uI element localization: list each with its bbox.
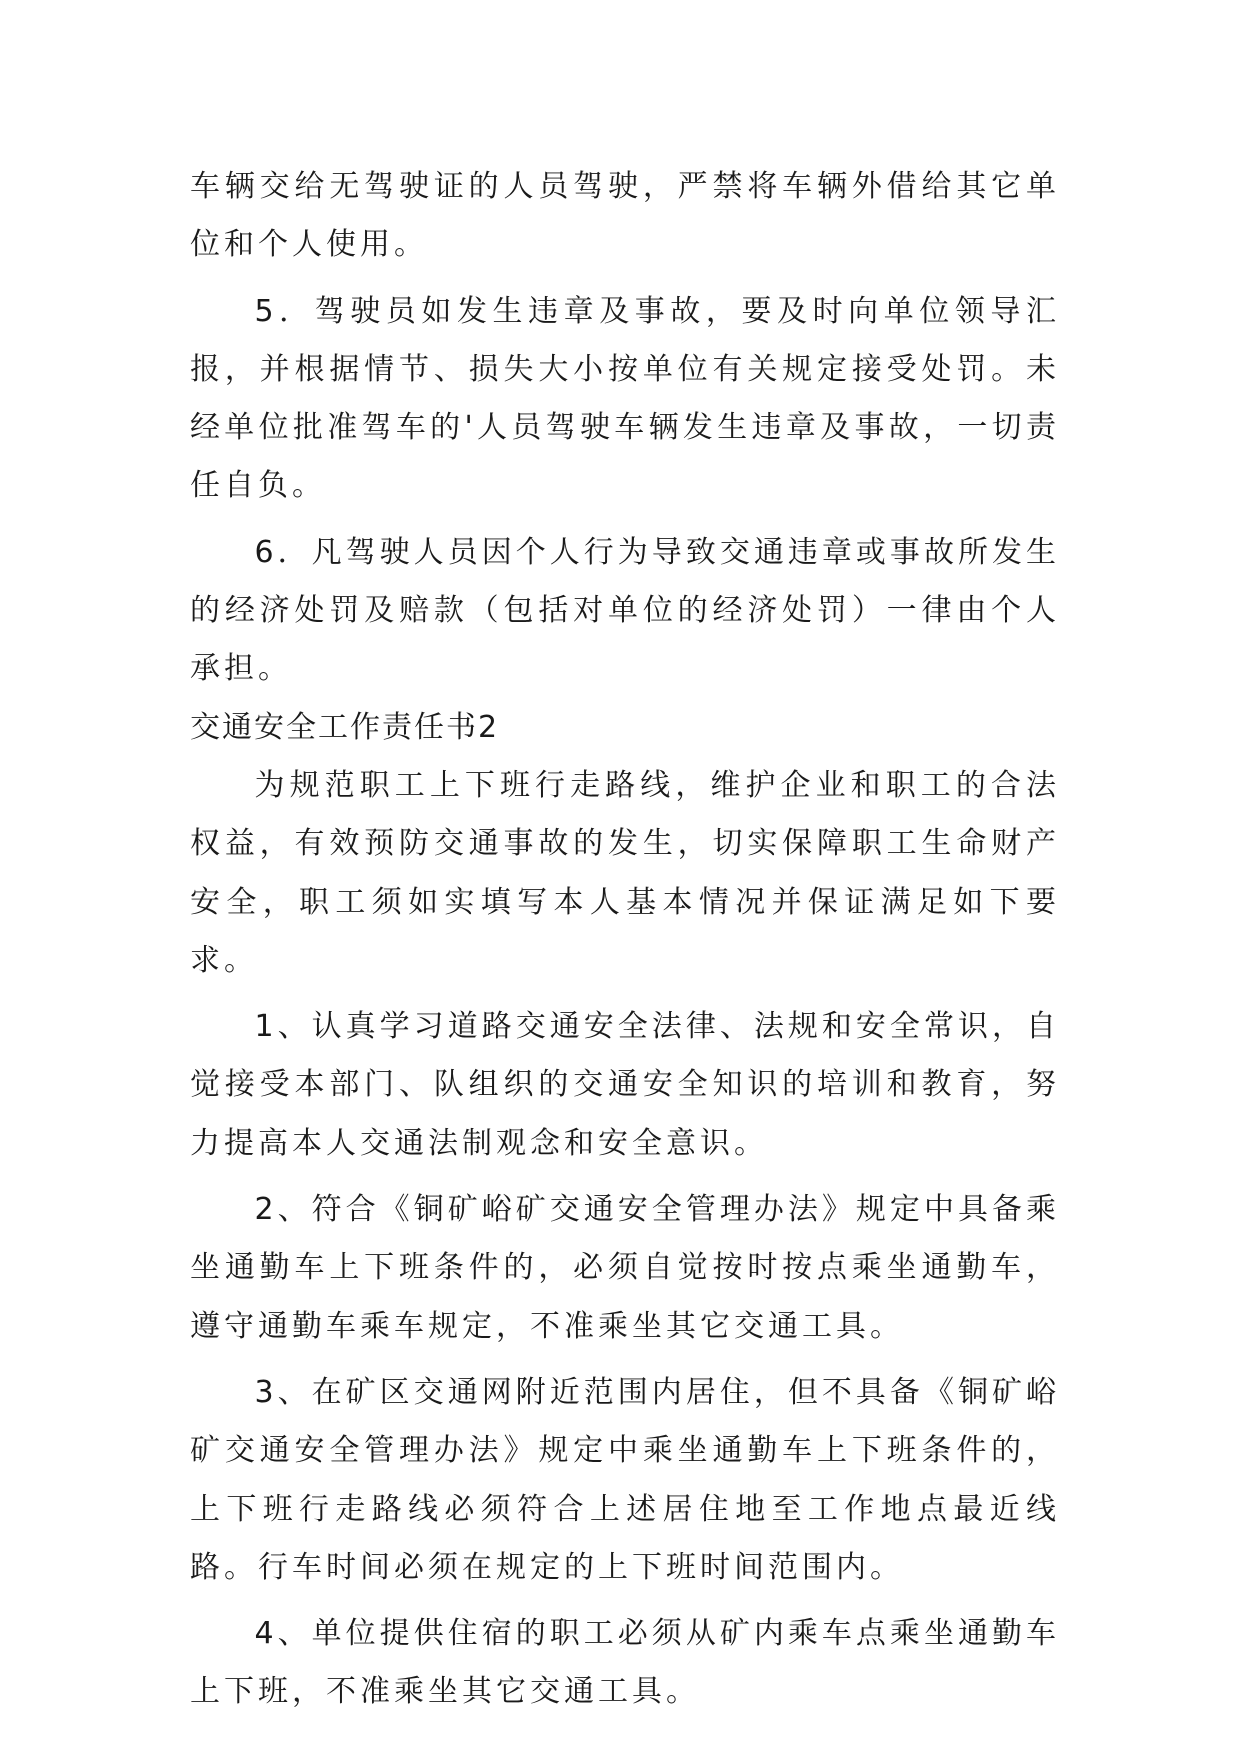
paragraph-continuation: 车辆交给无驾驶证的人员驾驶，严禁将车辆外借给其它单位和个人使用。 bbox=[190, 169, 1060, 263]
section-title: 交通安全工作责任书2 bbox=[190, 709, 500, 745]
section-intro: 为规范职工上下班行走路线，维护企业和职工的合法权益，有效预防交通事故的发生，切实保障职工生命财产安全，职工须如实填写本人基本情况并保证满足如下要求。 bbox=[190, 767, 1060, 978]
section-item-2: 2、符合《铜矿峪矿交通安全管理办法》规定中具备乘坐通勤车上下班条件的，必须自觉按时按点乘坐通勤车，遵守通勤车乘车规定，不准乘坐其它交通工具。 bbox=[190, 1192, 1060, 1344]
section-item-1: 1、认真学习道路交通安全法律、法规和安全常识，自觉接受本部门、队组织的交通安全知识的培训和教育，努力提高本人交通法制观念和安全意识。 bbox=[190, 1009, 1060, 1161]
paragraph-item-6: 6．凡驾驶人员因个人行为导致交通违章或事故所发生的经济处罚及赔款（包括对单位的经济处罚）一律由个人承担。 bbox=[190, 534, 1060, 687]
section-item-3: 3、在矿区交通网附近范围内居住，但不具备《铜矿峪矿交通安全管理办法》规定中乘坐通勤车上下班条件的，上下班行走路线必须符合上述居住地至工作地点最近线路。行车时间必须在规定的上下班时间范围内。 bbox=[190, 1374, 1060, 1585]
document-body bbox=[190, 158, 1060, 1722]
section-item-4: 4、单位提供住宿的职工必须从矿内乘车点乘坐通勤车上下班，不准乘坐其它交通工具。 bbox=[190, 1616, 1060, 1710]
paragraph-item-5: 5．驾驶员如发生违章及事故，要及时向单位领导汇报，并根据情节、损失大小按单位有关规定接受处罚。未经单位批准驾车的'人员驾驶车辆发生违章及事故，一切责任自负。 bbox=[190, 293, 1060, 504]
